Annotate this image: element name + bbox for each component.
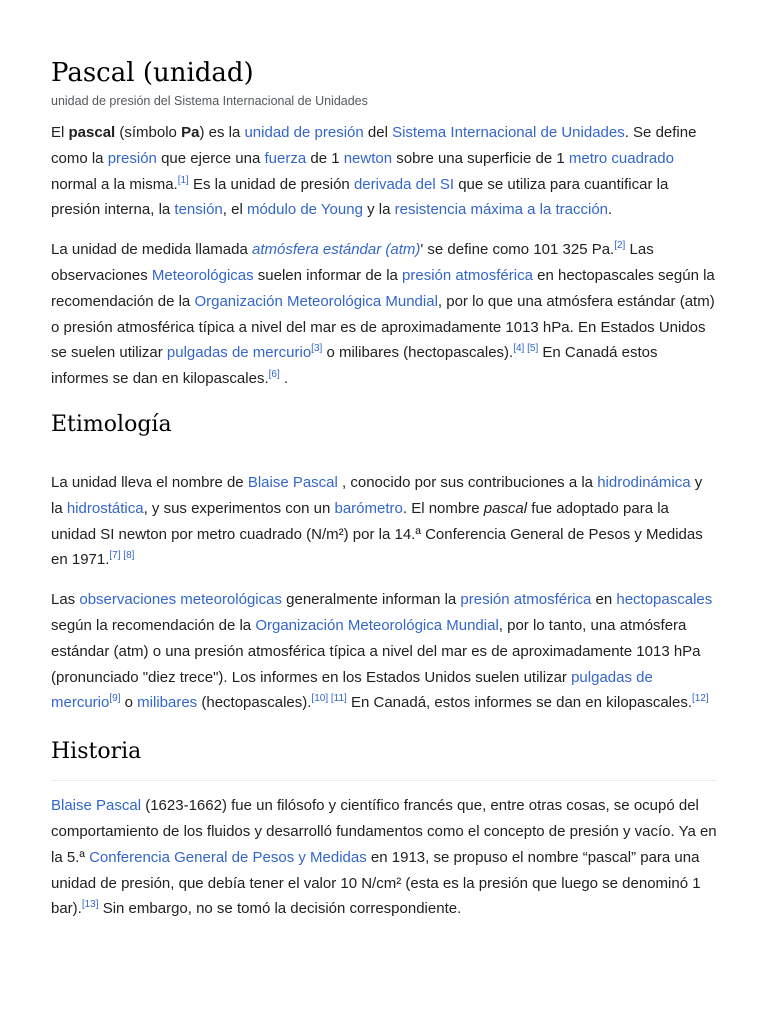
- term-pascal: pascal: [68, 124, 116, 141]
- page-title: Pascal (unidad): [51, 58, 254, 88]
- link-derivada-del-si[interactable]: derivada del SI: [353, 175, 455, 193]
- citation-5[interactable]: [5]: [527, 343, 539, 355]
- link-unidad-de-presion[interactable]: unidad de presión: [244, 124, 364, 141]
- link-presion[interactable]: presión: [107, 149, 157, 167]
- citation-7[interactable]: [7]: [109, 550, 121, 562]
- link-sistema-internacional[interactable]: Sistema Internacional de Unidades: [392, 124, 625, 141]
- section-heading-etimologia: Etimología: [51, 411, 172, 437]
- citation-8[interactable]: [8]: [123, 550, 135, 562]
- intro-paragraph-2: La unidad de medida llamada atmósfera estándar (atm)' se define como 101 325 Pa.[2] Las observaciones Meteorológicas suelen informar de la presión atmosférica en hectopascales según la recomendación de la Organización Meteorológica Mundial, por lo que una atmósfera estándar (atm) o presión atmosférica típica a nivel del mar es de aproximadamente 1013 hPa. En Estados Unidos se suelen utilizar pulgadas de mercurio[3] o milibares (hectopascales).[4] [5] En Canadá estos informes se dan en kilopascales.[6] .: [51, 240, 715, 388]
- section-heading-historia: Historia: [51, 739, 142, 765]
- citation-4[interactable]: [4]: [513, 343, 525, 355]
- link-barometro[interactable]: barómetro: [334, 499, 403, 517]
- citation-13[interactable]: [13]: [81, 899, 99, 911]
- section-divider: [51, 450, 717, 451]
- citation-12[interactable]: [12]: [692, 693, 709, 705]
- term-pascal-italic: pascal: [483, 499, 528, 517]
- link-hidrostatica[interactable]: hidrostática: [66, 499, 144, 517]
- link-atmosfera-estandar[interactable]: atmósfera estándar (atm): [251, 241, 421, 259]
- etimologia-paragraph-1: La unidad lleva el nombre de Blaise Pascal , conocido por sus contribuciones a la hidrodinámica y la hidrostática, y sus experimentos con un barómetro. El nombre pascal fue adoptado para la unidad SI newton por metro cuadrado (N/m²) por la 14.ª Conferencia General de Pesos y Medidas en 1971.[7] [8]: [51, 473, 703, 569]
- citation-3[interactable]: [3]: [311, 343, 323, 355]
- link-blaise-pascal-2[interactable]: Blaise Pascal: [51, 797, 142, 815]
- citation-6[interactable]: [6]: [268, 369, 280, 381]
- link-omm-2[interactable]: Organización Meteorológica Mundial: [255, 616, 499, 634]
- citation-1[interactable]: [1]: [177, 174, 189, 186]
- link-pulgadas-de-mercurio[interactable]: pulgadas de mercurio: [166, 344, 312, 362]
- intro-paragraph-1: El pascal (símbolo Pa) es la unidad de presión del Sistema Internacional de Unidades. Se define como la presión que ejerce una fuerza de 1 newton sobre una superficie de 1 metro cuadrado normal a la misma.[1] Es la unidad de presión derivada del SI que se utiliza para cuantificar la presión interna, la tensión, el módulo de Young y la resistencia máxima a la tracción.: [51, 124, 697, 219]
- citation-2[interactable]: [2]: [614, 240, 626, 252]
- link-milibares[interactable]: milibares: [137, 694, 198, 712]
- link-tension[interactable]: tensión: [174, 201, 223, 219]
- link-presion-atmosferica-2[interactable]: presión atmosférica: [460, 591, 592, 609]
- page-subtitle: unidad de presión del Sistema Internacional de Unidades: [51, 94, 368, 108]
- link-pulgadas-de-mercurio-2[interactable]: pulgadas de mercurio: [51, 668, 653, 712]
- link-omm[interactable]: Organización Meteorológica Mundial: [194, 292, 438, 310]
- link-conferencia-general[interactable]: Conferencia General de Pesos y Medidas: [89, 848, 367, 866]
- etimologia-paragraph-2: Las observaciones meteorológicas generalmente informan la presión atmosférica en hectopascales según la recomendación de la Organización Meteorológica Mundial, por lo tanto, una atmósfera estándar (atm) o una presión atmosférica típica a nivel del mar es de aproximadamente 1013 hPa (pronunciado "diez trece"). Los informes en los Estados Unidos suelen utilizar pulgadas de mercurio[9] o milibares (hectopascales).[10] [11] En Canadá, estos informes se dan en kilopascales.[12]: [51, 591, 713, 712]
- historia-paragraph-1: Blaise Pascal (1623-1662) fue un filósofo y científico francés que, entre otras cosas, se ocupó del comportamiento de los fluidos y desarrolló fundamentos como el concepto de presión y vacío. Ya en la 5.ª Conferencia General de Pesos y Medidas en 1913, se propuso el nombre “pascal” para una unidad de presión, que debía tener el valor 10 N/cm² (esta es la presión que luego se denominó 1 bar).[13] Sin embargo, no se tomó la decisión correspondiente.: [51, 797, 717, 918]
- link-hectopascales[interactable]: hectopascales: [616, 591, 713, 609]
- link-hidrodinamica[interactable]: hidrodinámica: [597, 473, 691, 491]
- section-divider: [51, 780, 717, 781]
- link-newton[interactable]: newton: [343, 149, 393, 167]
- citation-10[interactable]: [10]: [311, 693, 329, 705]
- link-blaise-pascal[interactable]: Blaise Pascal: [247, 473, 338, 491]
- link-meteorologicas[interactable]: Meteorológicas: [151, 266, 254, 284]
- link-metro-cuadrado[interactable]: metro cuadrado: [568, 149, 674, 167]
- link-observaciones-meteorologicas[interactable]: observaciones meteorológicas: [79, 591, 282, 609]
- link-modulo-de-young[interactable]: módulo de Young: [246, 201, 363, 219]
- term-pa: Pa: [181, 124, 200, 141]
- link-fuerza[interactable]: fuerza: [264, 149, 307, 167]
- citation-9[interactable]: [9]: [109, 693, 121, 705]
- citation-11[interactable]: [11]: [330, 693, 347, 705]
- link-resistencia-maxima[interactable]: resistencia máxima a la tracción: [394, 201, 609, 219]
- link-presion-atmosferica[interactable]: presión atmosférica: [402, 266, 533, 284]
